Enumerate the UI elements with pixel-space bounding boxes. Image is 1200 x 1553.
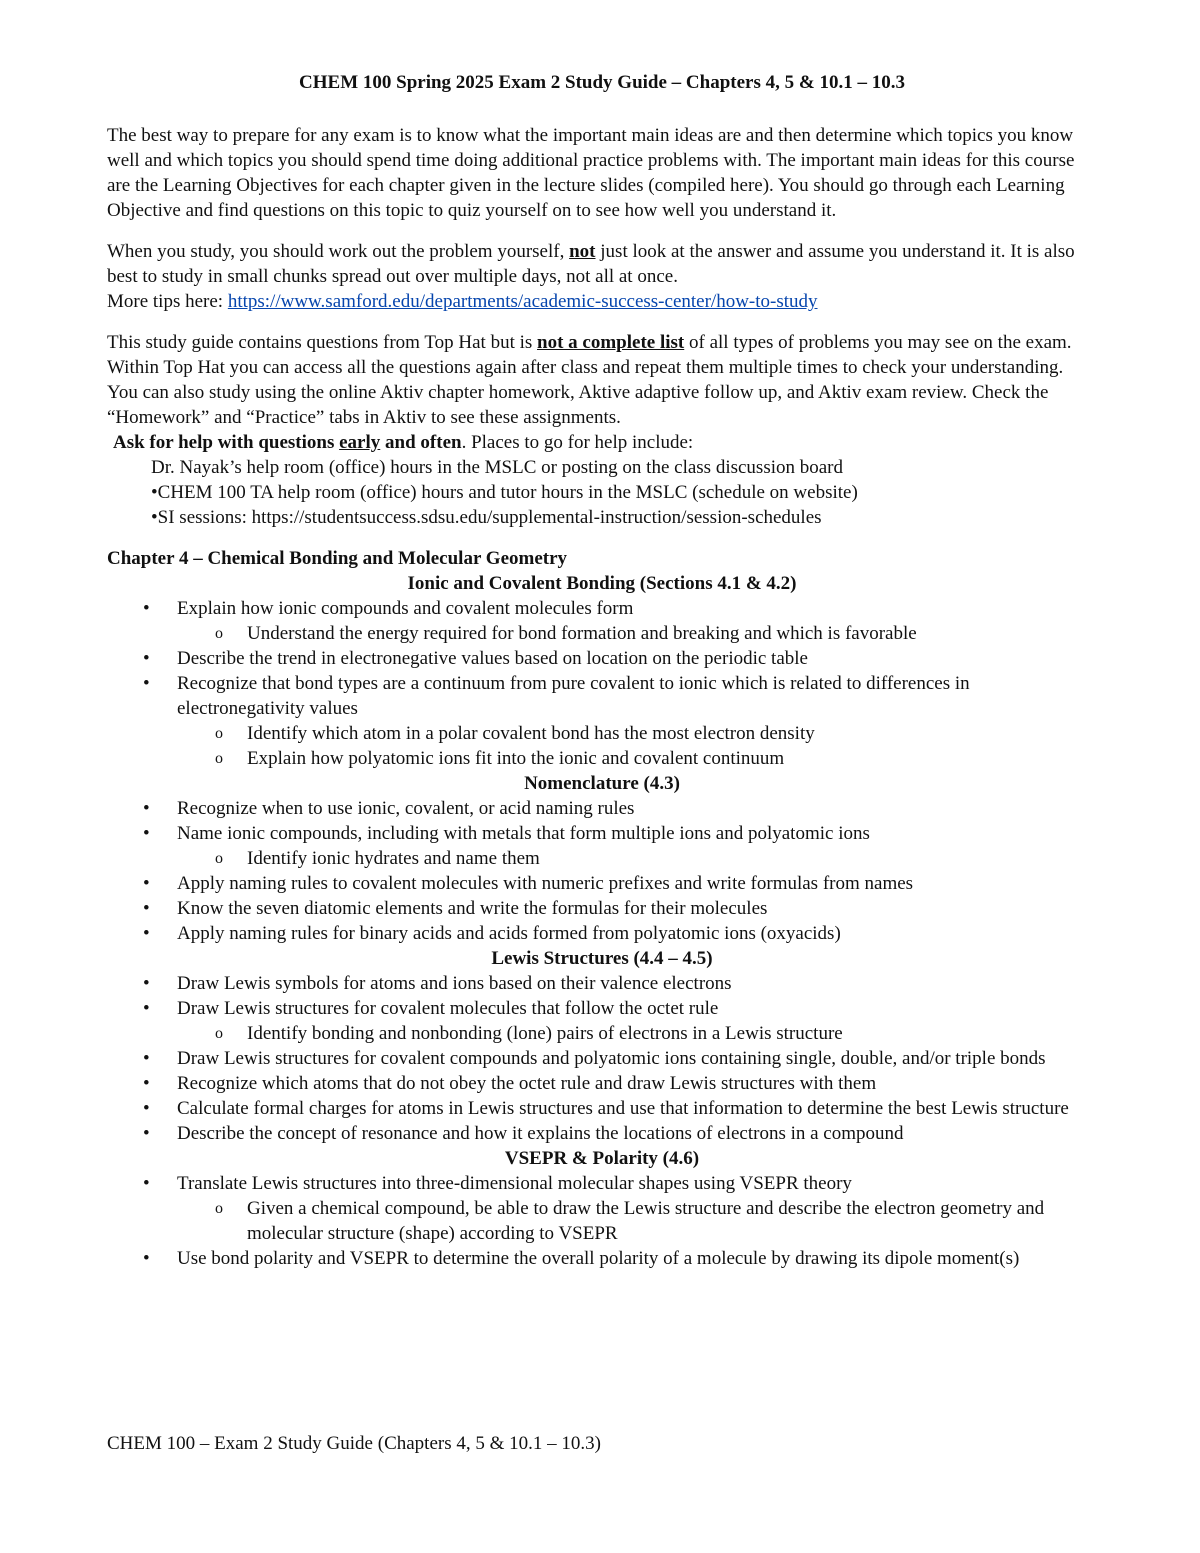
help-place-ta: •CHEM 100 TA help room (office) hours and tutor hours in the MSLC (schedule on website) bbox=[151, 482, 858, 503]
section-vsepr-list bbox=[107, 1171, 1097, 1271]
section-vsepr-title: VSEPR & Polarity (4.6) bbox=[504, 1148, 700, 1169]
list-item: • Recognize when to use ionic, covalent, or acid naming rules bbox=[107, 796, 1097, 821]
sub-list bbox=[177, 721, 1097, 771]
list-item: • Use bond polarity and VSEPR to determine the overall polarity of a molecule by drawing its dipole moment(s) bbox=[107, 1246, 1097, 1271]
not-emphasis: not bbox=[569, 241, 596, 262]
help-places-list bbox=[151, 455, 1097, 530]
section-nomenclature-title: Nomenclature (4.3) bbox=[524, 773, 680, 794]
help-bold-after: and often bbox=[380, 432, 462, 453]
list-item: • Apply naming rules to covalent molecules with numeric prefixes and write formulas from names bbox=[107, 871, 1097, 896]
tips-label: More tips here: bbox=[107, 291, 228, 312]
list-item bbox=[107, 821, 1097, 871]
sub-list-item: o Understand the energy required for bond formation and breaking and which is favorable bbox=[177, 621, 1097, 646]
study-text-after: just look at the answer and assume you understand it. It is also best to study in small chunks spread out over multiple days, not all at once. bbox=[107, 241, 1075, 287]
list-item: • Draw Lewis structures for covalent compounds and polyatomic ions containing single, double, and/or triple bonds bbox=[107, 1046, 1097, 1071]
tophat-text-before: This study guide contains questions from Top Hat but is bbox=[107, 332, 538, 353]
chapter-4-heading: Chapter 4 – Chemical Bonding and Molecular Geometry bbox=[107, 548, 568, 569]
list-item: • Apply naming rules for binary acids and acids formed from polyatomic ions (oxyacids) bbox=[107, 921, 1097, 946]
not-complete-list-emphasis: not a complete list bbox=[537, 332, 685, 353]
study-guide-page bbox=[107, 70, 1097, 1271]
page-footer: CHEM 100 – Exam 2 Study Guide (Chapters 4, 5 & 10.1 – 10.3) bbox=[107, 1433, 601, 1454]
help-lead bbox=[113, 430, 1097, 455]
sub-list bbox=[177, 1196, 1097, 1246]
list-item bbox=[107, 596, 1097, 646]
list-item bbox=[107, 1171, 1097, 1246]
sub-list bbox=[177, 846, 1097, 871]
section-ionic-covalent-list bbox=[107, 596, 1097, 771]
tophat-text-after: of all types of problems you may see on the exam. Within Top Hat you can access all the questions again after class and repeat them multiple times to check your understanding. You can also study using the online Aktiv chapter homework, Aktive adaptive follow up, and Aktiv exam review. Check the “Homework” and “Practice” tabs in Aktiv to see these assignments. bbox=[107, 332, 1072, 428]
list-item bbox=[107, 996, 1097, 1046]
sub-list-item: o Identify bonding and nonbonding (lone) pairs of electrons in a Lewis structure bbox=[177, 1021, 1097, 1046]
tophat-paragraph bbox=[107, 330, 1097, 430]
list-item: • Draw Lewis symbols for atoms and ions based on their valence electrons bbox=[107, 971, 1097, 996]
list-item-text: Draw Lewis structures for covalent molecules that follow the octet rule bbox=[177, 998, 719, 1019]
section-lewis-title: Lewis Structures (4.4 – 4.5) bbox=[491, 948, 713, 969]
list-item: • Calculate formal charges for atoms in Lewis structures and use that information to determine the best Lewis structure bbox=[107, 1096, 1097, 1121]
section-lewis-list bbox=[107, 971, 1097, 1146]
sub-list-item: o Given a chemical compound, be able to draw the Lewis structure and describe the electron geometry and molecular structure (shape) according to VSEPR bbox=[177, 1196, 1097, 1246]
section-nomenclature-list bbox=[107, 796, 1097, 946]
list-item-text: Explain how ionic compounds and covalent molecules form bbox=[177, 598, 634, 619]
how-to-study-link[interactable]: https://www.samford.edu/departments/academic-success-center/how-to-study bbox=[227, 291, 818, 312]
list-item-text: Translate Lewis structures into three-dimensional molecular shapes using VSEPR theory bbox=[177, 1173, 852, 1194]
early-emphasis: early bbox=[339, 432, 381, 453]
sub-list-item: o Identify ionic hydrates and name them bbox=[177, 846, 1097, 871]
list-item: • Describe the concept of resonance and how it explains the locations of electrons in a compound bbox=[107, 1121, 1097, 1146]
list-item bbox=[107, 671, 1097, 771]
sub-list bbox=[177, 621, 1097, 646]
sub-list-item: o Identify which atom in a polar covalent bond has the most electron density bbox=[177, 721, 1097, 746]
list-item-text: Recognize that bond types are a continuum from pure covalent to ionic which is related to differences in electronegativity values bbox=[177, 673, 970, 719]
help-bold-before: Ask for help with questions bbox=[113, 432, 340, 453]
section-ionic-covalent-title: Ionic and Covalent Bonding (Sections 4.1 & 4.2) bbox=[407, 573, 797, 594]
intro-paragraph: The best way to prepare for any exam is to know what the important main ideas are and then determine which topics you know well and which topics you should spend time doing additional practice problems with. The important main ideas for this course are the Learning Objectives for each chapter given in the lecture slides (compiled here). You should go through each Learning Objective and find questions on this topic to quiz yourself on to see how well you understand it. bbox=[107, 125, 1075, 221]
help-place-office: Dr. Nayak’s help room (office) hours in the MSLC or posting on the class discussion board bbox=[151, 457, 843, 478]
list-item-text: Name ionic compounds, including with metals that form multiple ions and polyatomic ions bbox=[177, 823, 870, 844]
help-rest: . Places to go for help include: bbox=[461, 432, 694, 453]
sub-list bbox=[177, 1021, 1097, 1046]
list-item: • Recognize which atoms that do not obey the octet rule and draw Lewis structures with them bbox=[107, 1071, 1097, 1096]
list-item: • Know the seven diatomic elements and write the formulas for their molecules bbox=[107, 896, 1097, 921]
sub-list-item: o Explain how polyatomic ions fit into the ionic and covalent continuum bbox=[177, 746, 1097, 771]
study-text-before: When you study, you should work out the problem yourself, bbox=[107, 241, 570, 262]
study-paragraph bbox=[107, 239, 1097, 314]
list-item: • Describe the trend in electronegative values based on location on the periodic table bbox=[107, 646, 1097, 671]
page-title: CHEM 100 Spring 2025 Exam 2 Study Guide – Chapters 4, 5 & 10.1 – 10.3 bbox=[299, 72, 905, 93]
help-place-si: •SI sessions: https://studentsuccess.sdsu.edu/supplemental-instruction/session-schedules bbox=[151, 507, 822, 528]
